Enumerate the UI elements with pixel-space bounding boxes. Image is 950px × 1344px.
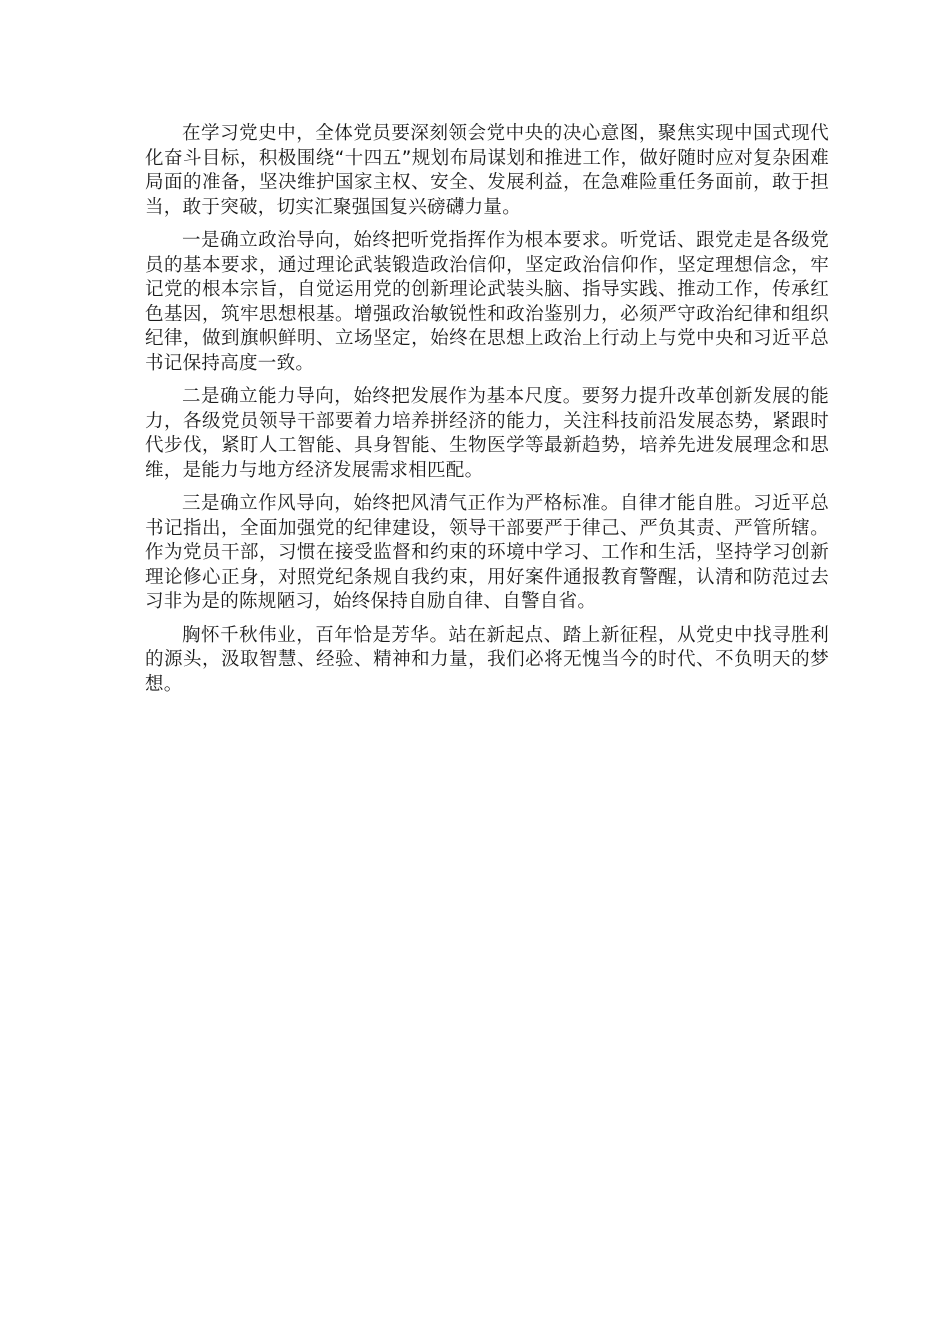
paragraph-conclusion: 胸怀千秋伟业，百年恰是芳华。站在新起点、踏上新征程，从党史中找寻胜利的源头，汲取智慧、经验、精神和力量，我们必将无愧当今的时代、不负明天的梦想。 (145, 624, 829, 695)
paragraph-intro: 在学习党史中，全体党员要深刻领会党中央的决心意图，聚焦实现中国式现代化奋斗目标，积极围绕“十四五”规划布局谋划和推进工作，做好随时应对复杂困难局面的准备，坚决维护国家主权、安全、发展利益，在急难险重任务面前，敢于担当，敢于突破，切实汇聚强国复兴磅礴力量。 (145, 123, 829, 218)
paragraph-ability-orientation: 二是确立能力导向，始终把发展作为基本尺度。要努力提升改革创新发展的能力，各级党员领导干部要着力培养拼经济的能力，关注科技前沿发展态势，紧跟时代步伐，紧盯人工智能、具身智能、生物医学等最新趋势，培养先进发展理念和思维，是能力与地方经济发展需求相匹配。 (145, 386, 829, 481)
document-body (145, 122, 829, 706)
paragraph-political-orientation: 一是确立政治导向，始终把听党指挥作为根本要求。听党话、跟党走是各级党员的基本要求，通过理论武装锻造政治信仰，坚定政治信仰作，坚定理想信念，牢记党的根本宗旨，自觉运用党的创新理论武装头脑、指导实践、推动工作，传承红色基因，筑牢思想根基。增强政治敏锐性和政治鉴别力，必须严守政治纪律和组织纪律，做到旗帜鲜明、立场坚定，始终在思想上政治上行动上与党中央和习近平总书记保持高度一致。 (145, 230, 829, 374)
paragraph-style-orientation: 三是确立作风导向，始终把风清气正作为严格标准。自律才能自胜。习近平总书记指出，全面加强党的纪律建设，领导干部要严于律己、严负其责、严管所辖。作为党员干部，习惯在接受监督和约束的环境中学习、工作和生活，坚持学习创新理论修心正身，对照党纪条规自我约束，用好案件通报教育警醒，认清和防范过去习非为是的陈规陋习，始终保持自励自律、自警自省。 (145, 493, 829, 612)
